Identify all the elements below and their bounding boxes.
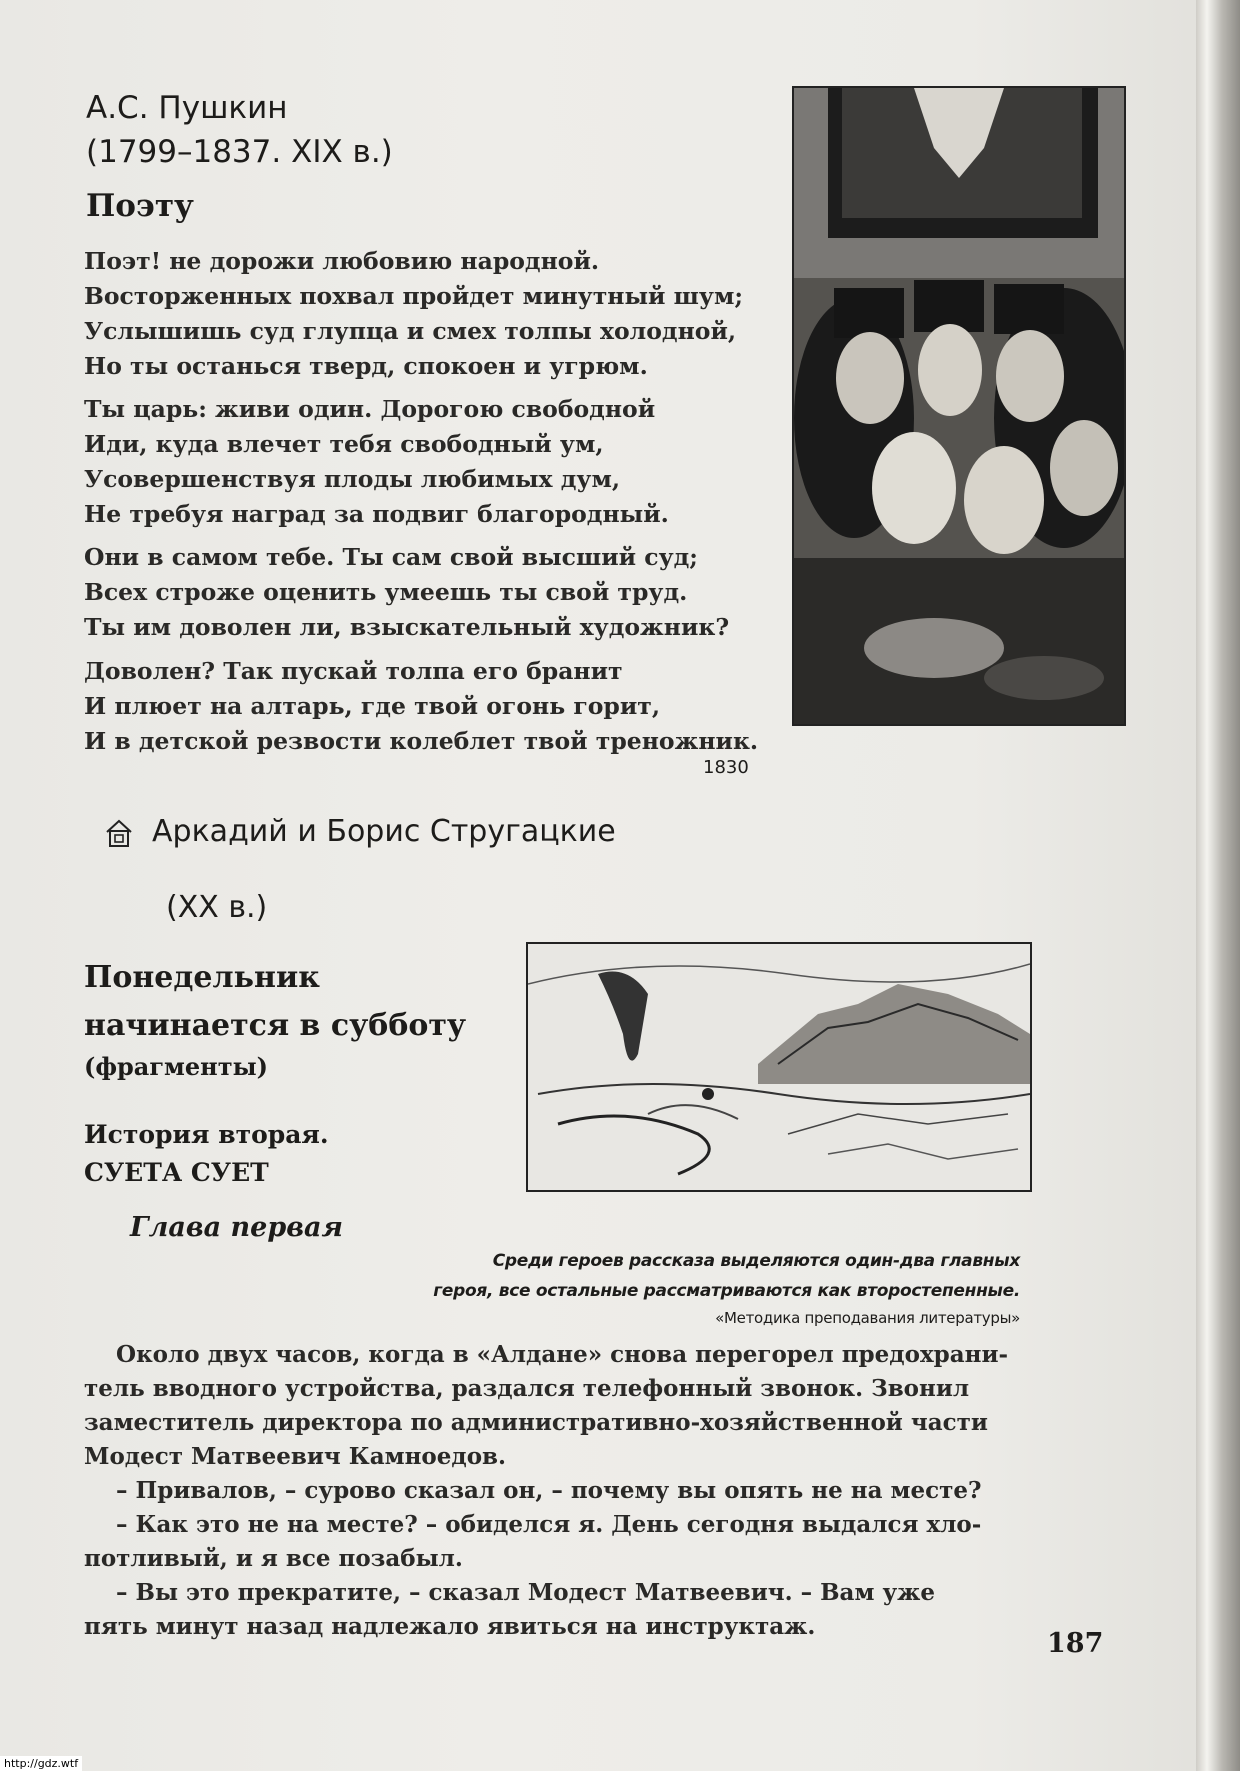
story-author: Аркадий и Борис Стругацкие [152, 814, 616, 849]
poem-line: И плюет на алтарь, где твой огонь горит, [84, 692, 661, 720]
page-number: 187 [1047, 1628, 1104, 1659]
story-author-era: (XX в.) [166, 890, 268, 925]
puppets-illustration [792, 86, 1126, 726]
poem-line: И в детской резвости колеблет твой треножник. [84, 727, 759, 755]
poem-stanza-1 [84, 244, 743, 384]
puppets-illustration-art [794, 88, 1124, 724]
story-title-line: Понедельник [84, 960, 320, 995]
poem-title: Поэту [86, 188, 194, 224]
poem-line: Не требуя наград за подвиг благородный. [84, 500, 669, 528]
home-icon [104, 818, 134, 848]
story-title-line: начинается в субботу [84, 1008, 467, 1043]
poem-line: Но ты останься тверд, спокоен и угрюм. [84, 352, 648, 380]
landscape-illustration-art [528, 944, 1030, 1190]
poem-line: Ты царь: живи один. Дорогою свободной [84, 395, 656, 423]
story-title [84, 954, 466, 1050]
poem-line: Ты им доволен ли, взыскательный художник? [84, 613, 730, 641]
poem-author: А.С. Пушкин [86, 90, 288, 126]
poem-year: 1830 [703, 757, 749, 778]
prose-line: пять минут назад надлежало явиться на инструктаж. [84, 1613, 816, 1640]
prose-line: тель вводного устройства, раздался телефонный звонок. Звонил [84, 1375, 970, 1402]
landscape-illustration [526, 942, 1032, 1192]
story-part-line: СУЕТА СУЕТ [84, 1158, 269, 1187]
poem-line: Всех строже оценить умеешь ты свой труд. [84, 578, 688, 606]
story-fragments-note: (фрагменты) [84, 1052, 269, 1081]
epigraph-line: Среди героев рассказа выделяются один-два главных [492, 1251, 1020, 1271]
poem-line: Иди, куда влечет тебя свободный ум, [84, 430, 604, 458]
poem-line: Восторженных похвал пройдет минутный шум; [84, 282, 744, 310]
poem-line: Поэт! не дорожи любовию народной. [84, 247, 600, 275]
story-part-line: История вторая. [84, 1120, 329, 1149]
poem-stanza-2 [84, 392, 669, 532]
prose-line: Около двух часов, когда в «Алдане» снова перегорел предохрани- [84, 1341, 1009, 1368]
prose-line: Модест Матвеевич Камноедов. [84, 1443, 507, 1470]
chapter-heading: Глава первая [130, 1212, 343, 1243]
epigraph [380, 1246, 1020, 1330]
poem-author-block [86, 86, 393, 174]
book-spine-edge [1196, 0, 1240, 1771]
poem-line: Услышишь суд глупца и смех толпы холодной, [84, 317, 737, 345]
story-text [84, 1338, 1009, 1644]
poem-stanza-4 [84, 654, 758, 759]
prose-line: – Привалов, – сурово сказал он, – почему вы опять не на месте? [84, 1477, 982, 1504]
poem-line: Доволен? Так пускай толпа его бранит [84, 657, 623, 685]
prose-line: – Как это не на месте? – обиделся я. День сегодня выдался хло- [84, 1511, 982, 1538]
poem-line: Усовершенствуя плоды любимых дум, [84, 465, 621, 493]
prose-line: потливый, и я все позабыл. [84, 1545, 463, 1572]
poem-author-dates: (1799–1837. XIX в.) [86, 134, 393, 170]
poem-stanza-3 [84, 540, 729, 645]
story-part-heading [84, 1116, 329, 1192]
prose-line: заместитель директора по административно-хозяйственной части [84, 1409, 988, 1436]
source-url[interactable]: http://gdz.wtf [0, 1756, 82, 1771]
prose-line: – Вы это прекратите, – сказал Модест Матвеевич. – Вам уже [84, 1579, 936, 1606]
epigraph-source: «Методика преподавания литературы» [715, 1309, 1020, 1327]
poem-line: Они в самом тебе. Ты сам свой высший суд; [84, 543, 698, 571]
epigraph-line: героя, все остальные рассматриваются как второстепенные. [433, 1281, 1020, 1301]
